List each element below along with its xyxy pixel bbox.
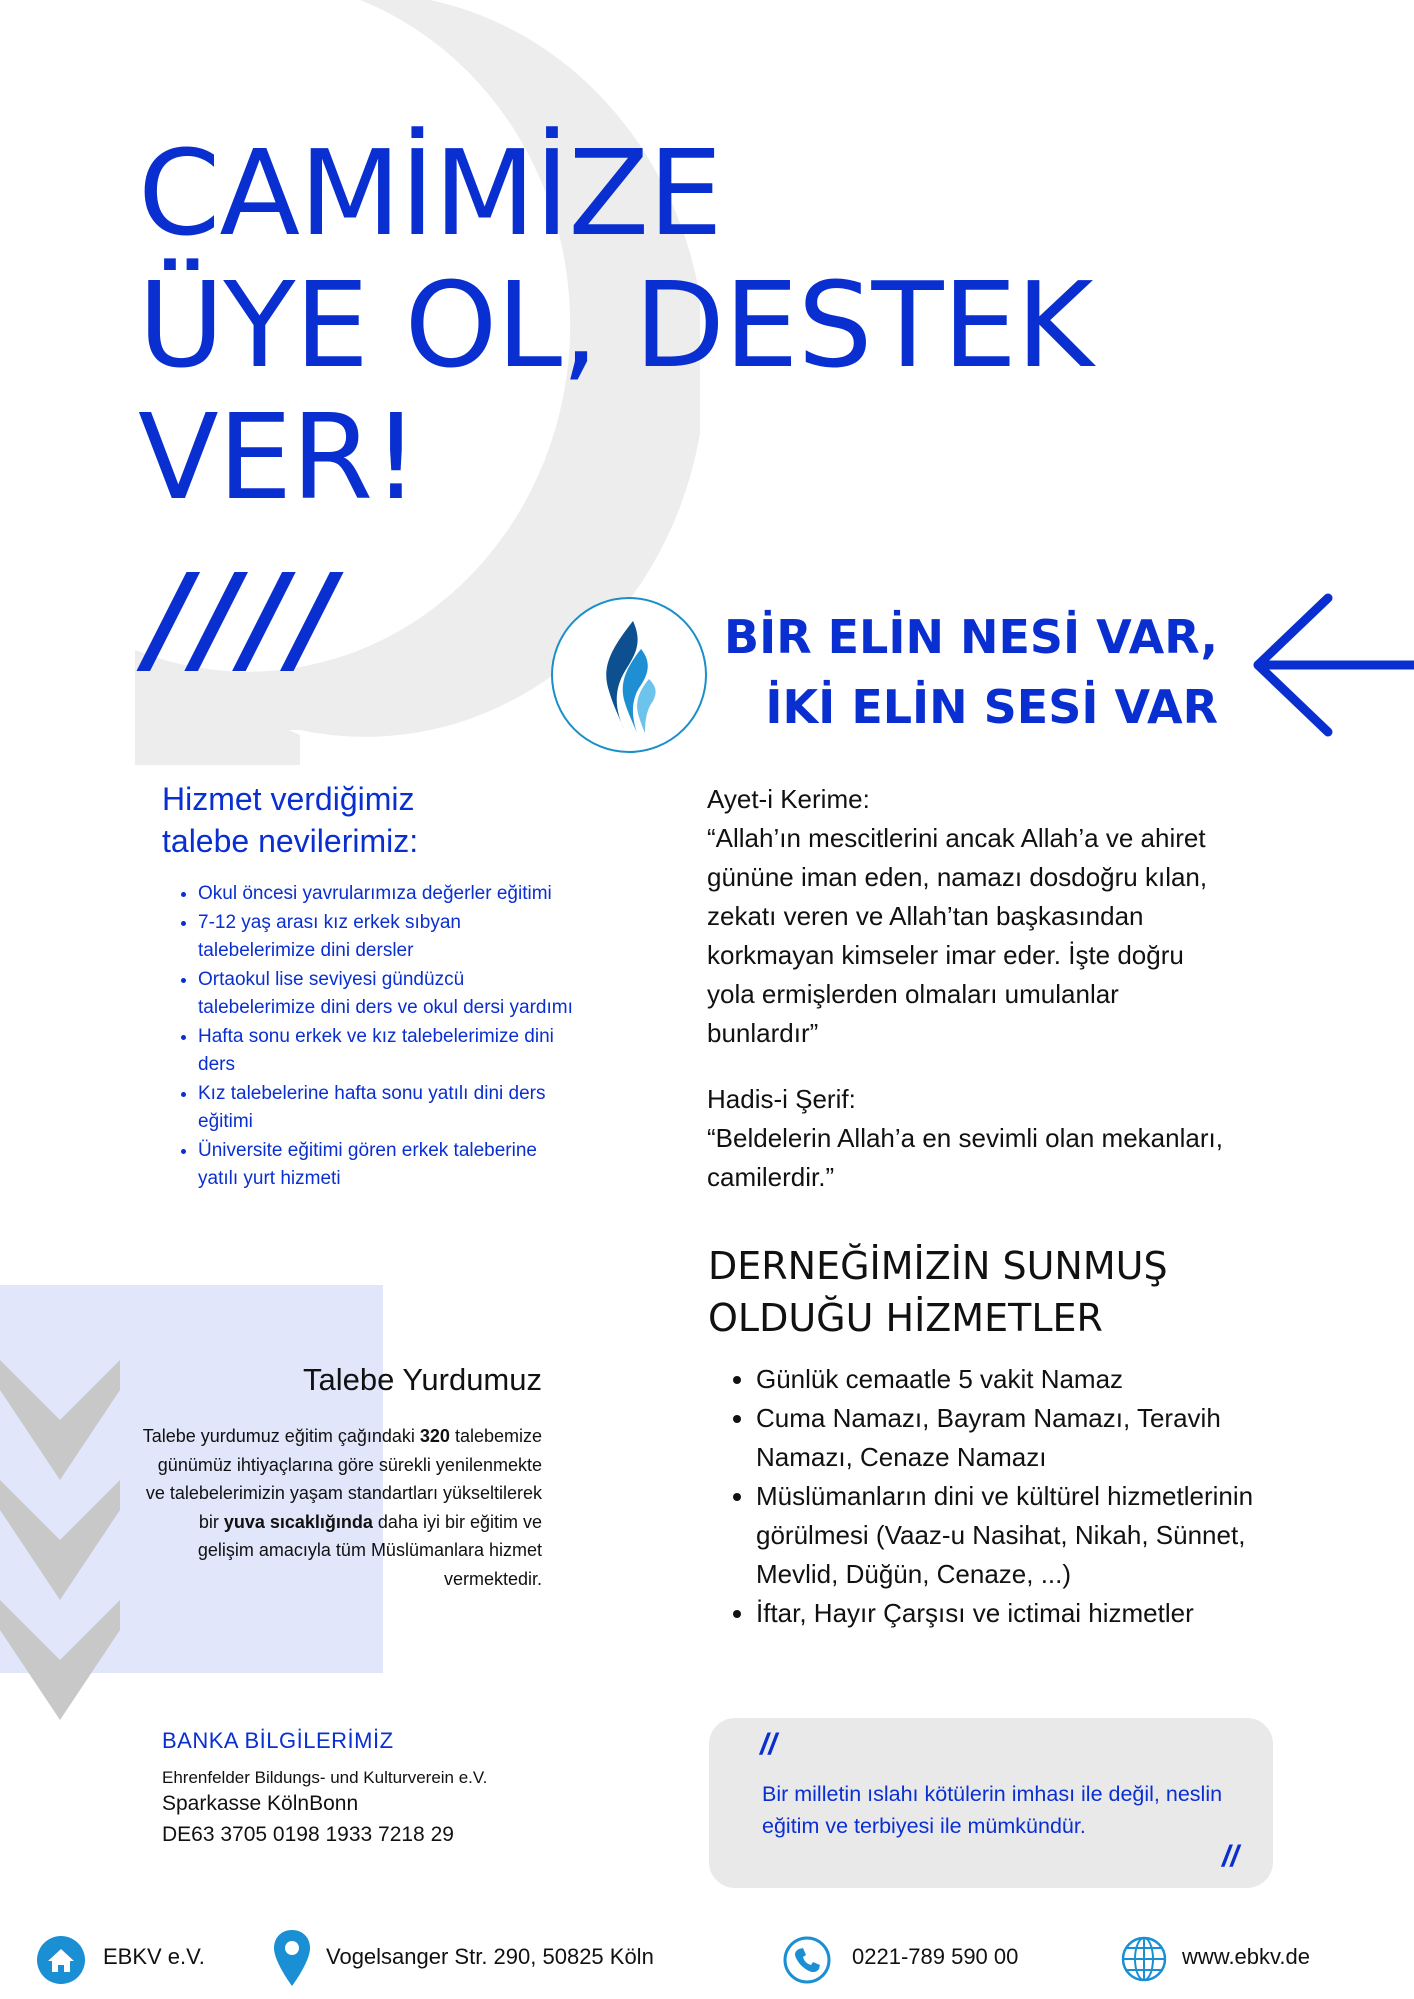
ayet-block <box>707 780 1227 1053</box>
association-heading-line1: DERNEĞİMİZİN SUNMUŞ <box>708 1244 1168 1288</box>
motto-text: Bir milletin ıslahı kötülerin imhası ile değil, neslin eğitim ve terbiyesi ile mümkündür. <box>762 1782 1223 1838</box>
list-item: • Üniversite eğitimi gören erkek taleberine yatılı yurt hizmeti <box>198 1137 578 1194</box>
hadis-label: Hadis-i Şerif: <box>707 1084 856 1114</box>
globe-icon <box>1120 1935 1168 1983</box>
association-services-list <box>730 1360 1276 1633</box>
services-heading-line1: Hizmet verdiğimiz <box>162 781 415 817</box>
dorm-title: Talebe Yurdumuz <box>303 1362 542 1397</box>
services-heading <box>162 778 418 862</box>
page-title-line3: VER! <box>138 388 419 526</box>
decorative-slashes: //// <box>148 550 340 689</box>
motto-open-mark: // <box>760 1728 777 1761</box>
flame-logo-icon <box>553 599 705 751</box>
dorm-text-highlight: yuva sıcaklığında <box>223 1511 373 1532</box>
services-heading-line2: talebe nevilerimiz: <box>162 823 419 859</box>
list-item: • Cuma Namazı, Bayram Namazı, Teravih Namazı, Cenaze Namazı <box>756 1399 1276 1477</box>
hadis-text: “Beldelerin Allah’a en sevimli olan mekanları, camilerdir.” <box>707 1123 1223 1192</box>
list-item: • 7-12 yaş arası kız erkek sıbyan talebelerimize dini dersler <box>198 909 578 966</box>
bank-heading: BANKA BİLGİLERİMİZ <box>162 1728 394 1753</box>
slogan-line2: İKİ ELİN SESİ VAR <box>765 680 1218 734</box>
bank-name: Sparkasse KölnBonn <box>162 1792 359 1815</box>
footer-website[interactable]: www.ebkv.de <box>1182 1944 1310 1969</box>
list-item: • Müslümanların dini ve kültürel hizmetlerinin görülmesi (Vaaz-u Nasihat, Nikah, Sünnet, Mevlid, Düğün, Cenaze, ...) <box>756 1477 1276 1594</box>
chevron-down-icon <box>0 1360 130 1730</box>
list-item: • İftar, Hayır Çarşısı ve ictimai hizmetler <box>756 1594 1276 1633</box>
dorm-text-part: Talebe yurdumuz eğitim çağındaki <box>142 1426 420 1446</box>
list-item: • Günlük cemaatle 5 vakit Namaz <box>756 1360 1276 1399</box>
bank-account-holder: Ehrenfelder Bildungs- und Kulturverein e.V. <box>162 1768 488 1787</box>
footer-address: Vogelsanger Str. 290, 50825 Köln <box>326 1944 654 1969</box>
list-item: • Okul öncesi yavrularımıza değerler eğitimi <box>198 880 578 909</box>
dorm-description <box>140 1422 542 1593</box>
arrow-left-icon <box>1248 590 1414 740</box>
home-icon <box>36 1935 86 1985</box>
logo <box>551 597 707 753</box>
association-heading <box>708 1240 1168 1344</box>
motto-close-mark: // <box>1222 1840 1239 1873</box>
footer-phone: 0221-789 590 00 <box>852 1944 1019 1969</box>
page-title-line1: CAMİMİZE <box>138 124 722 262</box>
dorm-text-part: daha iyi bir eğitim ve gelişim amacıyla tüm Müslümanlara hizmet vermektedir. <box>197 1511 542 1589</box>
list-item: • Ortaokul lise seviyesi gündüzcü talebelerimize dini ders ve okul dersi yardımı <box>198 966 578 1023</box>
page-title-line2: ÜYE OL, DESTEK <box>138 256 1093 394</box>
list-item: • Hafta sonu erkek ve kız talebelerimize dini ders <box>198 1023 578 1080</box>
slogan-line1: BİR ELİN NESİ VAR, <box>724 610 1218 664</box>
dorm-student-count: 320 <box>419 1426 450 1446</box>
list-item: • Kız talebelerine hafta sonu yatılı dini ders eğitimi <box>198 1080 578 1137</box>
hadis-block <box>707 1080 1227 1197</box>
student-services-list <box>170 880 578 1194</box>
footer-org: EBKV e.V. <box>103 1944 205 1969</box>
bank-iban: DE63 3705 0198 1933 7218 29 <box>162 1823 454 1846</box>
association-heading-line2: OLDUĞU HİZMETLER <box>708 1296 1103 1340</box>
dorm-text-part: talebemize günümüz ihtiyaçlarına göre sürekli yenilenmekte ve talebelerimizin yaşam standartları yükseltilerek bir <box>145 1426 542 1532</box>
location-pin-icon <box>272 1928 312 1988</box>
ayet-label: Ayet-i Kerime: <box>707 784 870 814</box>
phone-icon <box>782 1935 832 1985</box>
ayet-text: “Allah’ın mescitlerini ancak Allah’a ve ahiret gününe iman eden, namazı dosdoğru kılan, zekatı veren ve Allah’tan başkasından korkmayan kimseler imar eder. İşte doğru yola ermişlerden olmaları umulanlar bunlardır” <box>707 823 1208 1048</box>
